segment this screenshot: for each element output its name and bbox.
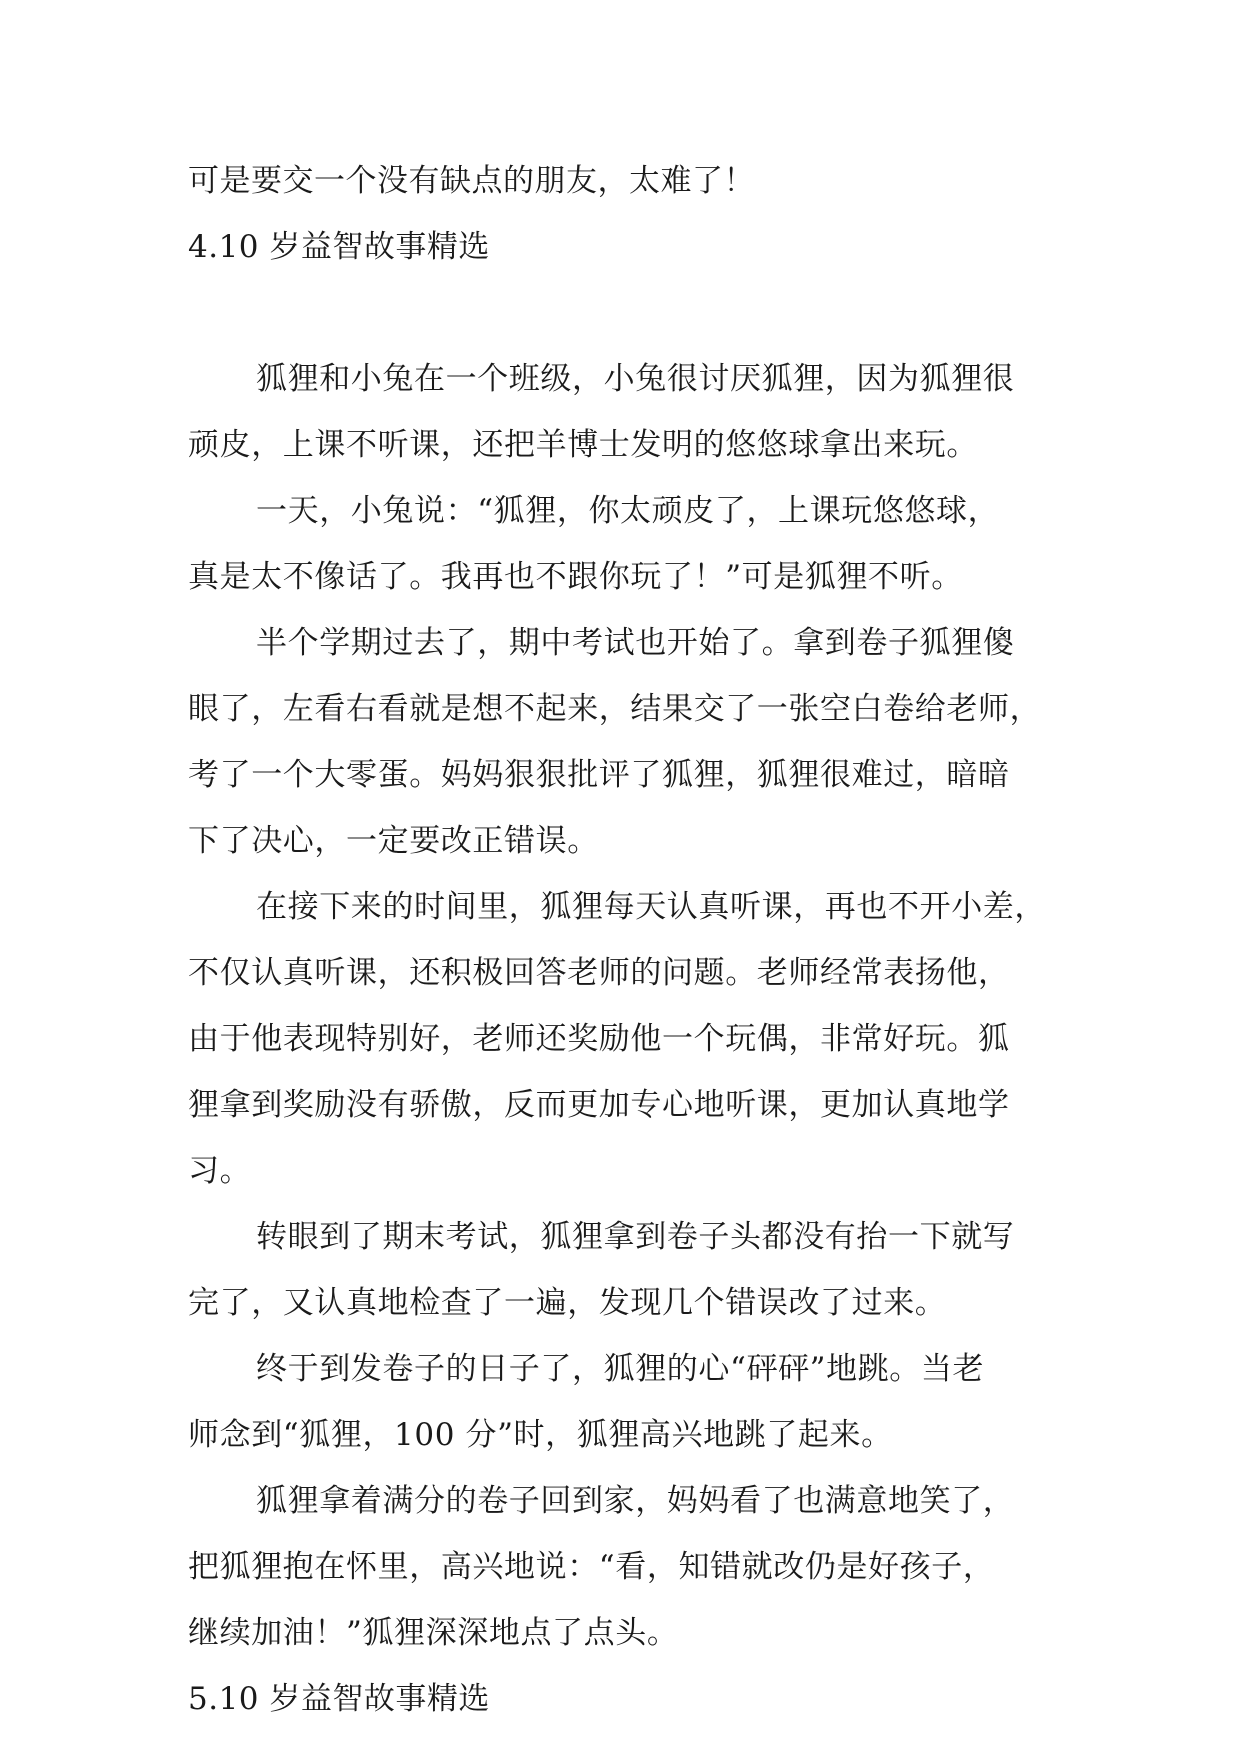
paragraph-4-line-2: 不仅认真听课，还积极回答老师的问题。老师经常表扬他， — [188, 955, 1010, 991]
paragraph-5-line-1: 转眼到了期末考试，狐狸拿到卷子头都没有抬一下就写 — [256, 1219, 1015, 1255]
section-heading-4: 4.10 岁益智故事精选 — [188, 229, 490, 265]
text-line-closing: 可是要交一个没有缺点的朋友，太难了！ — [188, 163, 755, 199]
paragraph-1-line-2: 顽皮，上课不听课，还把羊博士发明的悠悠球拿出来玩。 — [188, 427, 978, 463]
paragraph-4-line-4: 狸拿到奖励没有骄傲，反而更加专心地听课，更加认真地学 — [188, 1087, 1010, 1123]
paragraph-3-line-2: 眼了，左看右看就是想不起来，结果交了一张空白卷给老师， — [188, 691, 1042, 727]
paragraph-4-line-5: 习。 — [188, 1153, 252, 1189]
paragraph-2-line-2: 真是太不像话了。我再也不跟你玩了！”可是狐狸不听。 — [188, 559, 963, 595]
paragraph-5-line-2: 完了，又认真地检查了一遍，发现几个错误改了过来。 — [188, 1285, 947, 1321]
paragraph-6-line-2: 师念到“狐狸，100 分”时，狐狸高兴地跳了起来。 — [188, 1417, 893, 1453]
paragraph-7-line-1: 狐狸拿着满分的卷子回到家，妈妈看了也满意地笑了， — [256, 1483, 1015, 1519]
section-heading-5: 5.10 岁益智故事精选 — [188, 1681, 490, 1717]
paragraph-4-line-1: 在接下来的时间里，狐狸每天认真听课，再也不开小差， — [256, 889, 1046, 925]
paragraph-2-line-1: 一天，小兔说：“狐狸，你太顽皮了，上课玩悠悠球， — [256, 493, 1000, 529]
paragraph-3-line-3: 考了一个大零蛋。妈妈狠狠批评了狐狸，狐狸很难过，暗暗 — [188, 757, 1010, 793]
paragraph-4-line-3: 由于他表现特别好，老师还奖励他一个玩偶，非常好玩。狐 — [188, 1021, 1010, 1057]
paragraph-3-line-1: 半个学期过去了，期中考试也开始了。拿到卷子狐狸傻 — [256, 625, 1015, 661]
paragraph-7-line-2: 把狐狸抱在怀里，高兴地说：“看，知错就改仍是好孩子， — [188, 1549, 995, 1585]
paragraph-1-line-1: 狐狸和小兔在一个班级，小兔很讨厌狐狸，因为狐狸很 — [256, 361, 1015, 397]
paragraph-7-line-3: 继续加油！”狐狸深深地点了点头。 — [188, 1615, 679, 1651]
paragraph-3-line-4: 下了决心，一定要改正错误。 — [188, 823, 599, 859]
paragraph-6-line-1: 终于到发卷子的日子了，狐狸的心“砰砰”地跳。当老 — [256, 1351, 985, 1387]
